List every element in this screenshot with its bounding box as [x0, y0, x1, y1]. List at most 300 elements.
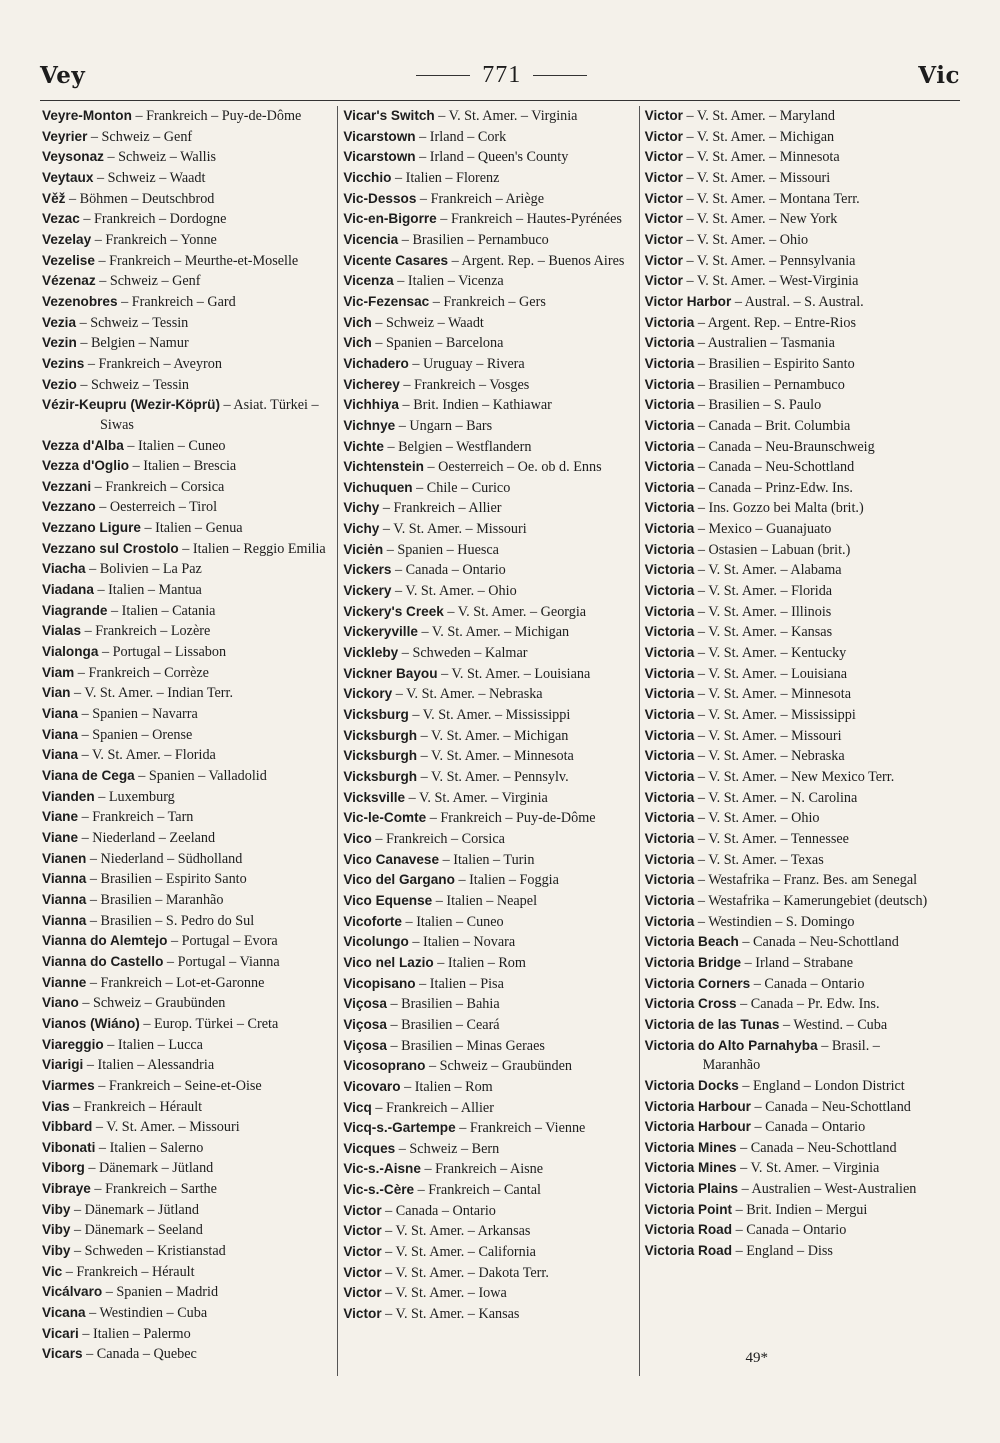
entry-place-name: Victoria: [644, 645, 695, 661]
gazetteer-entry: [42, 292, 333, 313]
gazetteer-entry: [645, 1076, 936, 1097]
entry-location: – Schweiz – Graubünden: [425, 1058, 572, 1075]
header-right-guide-word: Vic: [918, 61, 960, 89]
entry-location: – V. St. Amer. – Illinois: [694, 603, 832, 620]
entry-place-name: Victoria: [644, 665, 695, 681]
gazetteer-entry: [343, 1180, 634, 1201]
gazetteer-entry: [645, 767, 936, 788]
gazetteer-entry: [645, 1241, 936, 1262]
entry-place-name: Victor: [343, 1202, 382, 1218]
entry-place-name: Viana: [42, 726, 79, 742]
gazetteer-entry: [645, 560, 936, 581]
entry-place-name: Vicoforte: [343, 913, 402, 929]
entry-location: – Westind. – Cuba: [779, 1016, 888, 1033]
entry-place-name: Vianne: [42, 974, 87, 990]
entry-location: – Frankreich – Seine-et-Oise: [94, 1077, 262, 1094]
gazetteer-entry: [645, 437, 936, 458]
gazetteer-entry: [343, 498, 634, 519]
entry-location: – Bolivien – La Paz: [85, 561, 202, 578]
entry-location: – Frankreich – Allier: [379, 500, 502, 517]
entry-location: – Australien – Tasmania: [694, 335, 835, 352]
entry-place-name: Vibbard: [42, 1119, 93, 1135]
entry-place-name: Viby: [42, 1201, 71, 1217]
entry-location: – Uruguay – Rivera: [408, 355, 525, 372]
gazetteer-entry: [343, 870, 634, 891]
entry-place-name: Vialas: [42, 623, 82, 639]
gazetteer-entry: [343, 519, 634, 540]
entry-location: – Ostasien – Labuan (brit.): [694, 541, 851, 558]
entry-place-name: Victoria: [644, 624, 695, 640]
gazetteer-entry: [645, 891, 936, 912]
gazetteer-entry: [645, 1097, 936, 1118]
gazetteer-entry: [645, 1036, 936, 1076]
gazetteer-entry: [42, 869, 333, 890]
entry-location: – Schweden – Kalmar: [398, 645, 528, 662]
entry-place-name: Victor: [644, 231, 683, 247]
entry-place-name: Victoria: [644, 707, 695, 723]
sheet-signature: 49*: [745, 1350, 768, 1366]
gazetteer-entry: [645, 540, 936, 561]
entry-location: – Spanien – Navarra: [78, 706, 198, 723]
entry-place-name: Vichadero: [343, 355, 409, 371]
gazetteer-entry: [645, 1158, 936, 1179]
gazetteer-entry: [42, 1324, 333, 1345]
entry-location: – V. St. Amer. – Missouri: [694, 727, 842, 744]
gazetteer-entry: [42, 704, 333, 725]
entry-location: – Belgien – Namur: [76, 335, 189, 352]
entry-place-name: Victoria: [644, 459, 695, 475]
entry-place-name: Victor: [343, 1306, 382, 1322]
entry-location: – Schweiz – Waadt: [93, 169, 206, 186]
entry-location: – Frankreich – Tarn: [78, 809, 194, 826]
gazetteer-entry: [645, 498, 936, 519]
entry-place-name: Vezelise: [42, 252, 95, 268]
gazetteer-entry: [343, 1159, 634, 1180]
entry-place-name: Vianen: [42, 850, 87, 866]
entry-location: – Ungarn – Bars: [395, 417, 493, 434]
entry-place-name: Vich: [343, 335, 372, 351]
gazetteer-entry: [645, 912, 936, 933]
gazetteer-entry: [42, 1158, 333, 1179]
entry-location: – Portugal – Lissabon: [98, 644, 227, 661]
gazetteer-entry: [42, 787, 333, 808]
gazetteer-entry: [343, 746, 634, 767]
entry-place-name: Viby: [42, 1222, 71, 1238]
gazetteer-entry: [343, 912, 634, 933]
gazetteer-entry: [343, 808, 634, 829]
entry-location: – Canada – Prinz-Edw. Ins.: [694, 479, 853, 496]
entry-place-name: Viciėn: [343, 541, 384, 557]
entry-place-name: Viçosa: [343, 996, 387, 1012]
entry-location: – Dänemark – Jütland: [84, 1160, 214, 1177]
entry-place-name: Victor: [644, 108, 683, 123]
entry-location: – Canada – Neu-Schottland: [750, 1098, 911, 1115]
entry-location: – Schweiz – Wallis: [103, 149, 217, 166]
entry-location: – V. St. Amer. – New Mexico Terr.: [694, 769, 895, 785]
gazetteer-entry: [42, 993, 333, 1014]
entry-location: – V. St. Amer. – Mississippi: [694, 707, 856, 724]
gazetteer-entry: [645, 726, 936, 747]
gazetteer-entry: [645, 829, 936, 850]
entry-place-name: Věž: [42, 190, 66, 206]
page-number-group: [416, 62, 587, 89]
page-number: 771: [482, 61, 522, 88]
entry-place-name: Victoria: [644, 748, 695, 764]
entry-location: – Argent. Rep. – Buenos Aires: [448, 252, 625, 269]
gazetteer-entry: [42, 1097, 333, 1118]
entry-location: – Frankreich – Vienne: [455, 1120, 586, 1137]
entry-place-name: Vezzani: [42, 478, 92, 494]
gazetteer-entry: [645, 1200, 936, 1221]
entry-location: – V. St. Amer. – New York: [682, 211, 838, 228]
gazetteer-entry: [42, 1241, 333, 1262]
entry-place-name: Victoria Road: [644, 1243, 733, 1259]
gazetteer-entry: [343, 726, 634, 747]
entry-location: – V. St. Amer. – Michigan: [417, 624, 570, 641]
entry-location: – Brasilien – Ceará: [386, 1016, 500, 1033]
entry-location: – Spanien – Huesca: [383, 541, 499, 558]
entry-place-name: Vezin: [42, 335, 77, 351]
entry-location: – Brasilien – Espirito Santo: [694, 355, 855, 372]
entry-location: – V. St. Amer. – Tennessee: [694, 830, 849, 847]
entry-place-name: Victoria: [644, 562, 695, 578]
entry-location: – Frankreich – Sarthe: [90, 1181, 217, 1198]
gazetteer-entry: [42, 375, 333, 396]
entry-place-name: Vezelay: [42, 231, 92, 247]
entry-place-name: Vicolungo: [343, 934, 409, 950]
gazetteer-entry: [343, 189, 634, 210]
entry-place-name: Vicovaro: [343, 1078, 401, 1094]
entry-location: – Schweiz – Tessin: [76, 314, 189, 331]
entry-place-name: Vicherey: [343, 376, 400, 392]
entry-place-name: Victoria: [644, 314, 695, 330]
gazetteer-entry: [645, 850, 936, 871]
entry-place-name: Victoria Bridge: [644, 954, 742, 970]
gazetteer-entry: [645, 271, 936, 292]
gazetteer-entry: [645, 519, 936, 540]
entry-location: – Irland – Cork: [415, 128, 507, 145]
entry-place-name: Victoria: [644, 479, 695, 495]
gazetteer-entry: [42, 313, 333, 334]
entry-place-name: Victoria: [644, 810, 695, 826]
entry-location: – Canada – Ontario: [391, 562, 506, 579]
entry-location: – Frankreich – Ariège: [416, 190, 545, 207]
entry-location: – Belgien – Westflandern: [383, 438, 532, 455]
entry-location: – V. St. Amer. – Dakota Terr.: [381, 1264, 549, 1281]
entry-place-name: Vezins: [42, 355, 85, 371]
gazetteer-entry: [343, 1242, 634, 1263]
entry-place-name: Vickeryville: [343, 624, 418, 640]
entry-location: – Brasil. – Maranhão: [702, 1037, 880, 1074]
header-left-guide-word: Vey: [40, 61, 86, 89]
entry-place-name: Viano: [42, 995, 79, 1011]
gazetteer-entry: [645, 478, 936, 499]
gazetteer-entry: [343, 437, 634, 458]
entry-place-name: Vianna: [42, 912, 87, 928]
entry-location: – Dänemark – Seeland: [70, 1222, 203, 1239]
entry-location: – Westafrika – Franz. Bes. am Senegal: [694, 872, 918, 889]
gazetteer-entry: [42, 477, 333, 498]
gazetteer-entry: [343, 209, 634, 230]
entry-location: – Italien – Vicenza: [393, 273, 504, 290]
entry-place-name: Viana: [42, 747, 79, 763]
entry-location: – Brit. Indien – Mergui: [732, 1201, 868, 1218]
gazetteer-entry: [42, 230, 333, 251]
entry-place-name: Vezzano Ligure: [42, 520, 141, 536]
entry-location: – Frankreich – Allier: [371, 1099, 494, 1116]
entry-place-name: Victoria Harbour: [644, 1098, 751, 1114]
gazetteer-entry: [42, 766, 333, 787]
entry-location: – Frankreich – Corsica: [371, 830, 505, 847]
entry-place-name: Viagrande: [42, 602, 108, 618]
entry-place-name: Vic-le-Comte: [343, 810, 427, 826]
entry-place-name: Vic-s.-Cère: [343, 1182, 415, 1198]
entry-place-name: Victoria Mines: [644, 1160, 737, 1176]
entry-location: – Canada – Pr. Edw. Ins.: [736, 996, 880, 1013]
entry-place-name: Vico del Gargano: [343, 872, 455, 888]
entry-location: – V. St. Amer. – Texas: [694, 851, 824, 868]
gazetteer-entry: [343, 994, 634, 1015]
gazetteer-entry: [645, 147, 936, 168]
entry-place-name: Vézir-Keupru (Wezir-Köprü): [42, 397, 220, 413]
entry-location: – Italien – Florenz: [391, 169, 500, 186]
entry-location: – Brasilien – S. Pedro do Sul: [86, 912, 255, 929]
gazetteer-entry: [645, 106, 936, 127]
entry-location: – V. St. Amer. – Michigan: [417, 727, 569, 744]
entry-location: – Frankreich – Cantal: [414, 1182, 541, 1199]
gazetteer-entry: [343, 333, 634, 354]
gazetteer-entry: [343, 313, 634, 334]
entry-location: – Italien – Novara: [408, 934, 516, 951]
entry-place-name: Vickory: [343, 686, 393, 702]
entry-location: – V. St. Amer. – Nebraska: [392, 686, 543, 703]
entry-location: – V. St. Amer. – N. Carolina: [694, 789, 858, 806]
entry-place-name: Vichy: [343, 521, 380, 537]
gazetteer-entry: [645, 974, 936, 995]
entry-place-name: Vianna do Castello: [42, 953, 164, 969]
entry-location: – Australien – West-Australien: [738, 1181, 917, 1198]
entry-place-name: Vicente Casares: [343, 252, 449, 268]
gazetteer-entry: [645, 313, 936, 334]
gazetteer-entry: [645, 395, 936, 416]
gazetteer-entry: [343, 788, 634, 809]
entry-place-name: Victoria: [644, 583, 695, 599]
entry-location: – Canada – Neu-Schottland: [738, 934, 899, 951]
entry-place-name: Vic-Fezensac: [343, 293, 430, 309]
entry-place-name: Vico Canavese: [343, 851, 440, 867]
gazetteer-entry: [343, 1263, 634, 1284]
gazetteer-entry: [42, 580, 333, 601]
entry-place-name: Victoria: [644, 872, 695, 888]
entry-location: – Argent. Rep. – Entre-Rios: [694, 314, 856, 331]
entry-location: – V. St. Amer. – Minnesota: [694, 686, 852, 703]
entry-place-name: Victoria Point: [644, 1201, 733, 1217]
entry-place-name: Vichy: [343, 500, 380, 516]
entry-location: – Frankreich – Gard: [117, 293, 236, 310]
entry-location: – Brasilien – S. Paulo: [694, 397, 822, 414]
entry-location: – Europ. Türkei – Creta: [139, 1015, 279, 1032]
entry-place-name: Vianden: [42, 788, 95, 804]
entry-place-name: Vezza d'Alba: [42, 437, 124, 453]
entry-location: – Schweden – Kristianstad: [70, 1243, 226, 1260]
entry-place-name: Vicques: [343, 1140, 396, 1156]
entry-place-name: Vicq: [343, 1099, 372, 1115]
gazetteer-entry: [645, 994, 936, 1015]
entry-place-name: Victoria: [644, 913, 695, 929]
entry-place-name: Vickery: [343, 583, 392, 599]
entry-place-name: Victoria: [644, 376, 695, 392]
entry-location: – Brasilien – Bahia: [386, 996, 500, 1013]
gazetteer-entry: [42, 1055, 333, 1076]
entry-location: – Frankreich – Gers: [429, 293, 546, 310]
header-dash-left: [416, 75, 470, 76]
gazetteer-entry: [343, 684, 634, 705]
entry-location: – Spanien – Orense: [78, 726, 193, 743]
gazetteer-entry: [343, 1283, 634, 1304]
entry-place-name: Vézenaz: [42, 273, 96, 289]
entry-place-name: Vezac: [42, 211, 80, 227]
entry-place-name: Victoria Docks: [644, 1077, 739, 1093]
entry-place-name: Victor: [343, 1223, 382, 1239]
entry-place-name: Vickner Bayou: [343, 665, 438, 681]
entry-place-name: Victoria Plains: [644, 1181, 739, 1197]
entry-location: – Canada – Quebec: [82, 1346, 197, 1363]
entry-place-name: Vezia: [42, 314, 77, 330]
entry-place-name: Vicopisano: [343, 975, 416, 991]
entry-place-name: Victor: [644, 252, 683, 268]
entry-location: – V. St. Amer. – Florida: [78, 747, 216, 764]
entry-location: – Canada – Neu-Schottland: [736, 1139, 897, 1156]
entry-location: – England – London District: [738, 1077, 905, 1094]
entry-place-name: Victoria: [644, 397, 695, 413]
entry-location: – England – Diss: [732, 1243, 833, 1260]
gazetteer-entry: [343, 1201, 634, 1222]
gazetteer-entry: [42, 807, 333, 828]
gazetteer-entry: [343, 292, 634, 313]
entry-location: – Spanien – Barcelona: [371, 335, 504, 352]
gazetteer-entry: [343, 932, 634, 953]
entry-place-name: Victoria Harbour: [644, 1119, 751, 1135]
gazetteer-entry: [343, 664, 634, 685]
gazetteer-entry: [343, 1098, 634, 1119]
entry-location: – Frankreich – Corrèze: [74, 664, 209, 681]
entry-place-name: Vicarstown: [343, 149, 416, 165]
entry-place-name: Vezenobres: [42, 293, 118, 309]
gazetteer-entry: [645, 664, 936, 685]
entry-place-name: Vicosoprano: [343, 1058, 426, 1074]
entry-place-name: Victor: [644, 211, 683, 227]
entry-location: – Irland – Strabane: [741, 954, 853, 971]
entry-place-name: Victor: [343, 1264, 382, 1280]
running-header: [40, 58, 960, 92]
entry-place-name: Viçosa: [343, 1016, 387, 1032]
entry-place-name: Vicksburg: [343, 707, 409, 723]
entry-location: – Italien – Rom: [400, 1078, 493, 1095]
gazetteer-entry: [42, 1282, 333, 1303]
entry-place-name: Vic: [42, 1263, 63, 1279]
entry-location: – Brasilien – Pernambuco: [694, 376, 845, 393]
gazetteer-entry: [42, 251, 333, 272]
entry-place-name: Veyrier: [42, 128, 88, 144]
gazetteer-entry: [42, 354, 333, 375]
entry-place-name: Victoria do Alto Parnahyba: [644, 1037, 818, 1053]
gazetteer-entry: [343, 127, 634, 148]
entry-place-name: Vicarstown: [343, 128, 416, 144]
entry-place-name: Vich: [343, 314, 372, 330]
entry-place-name: Vickers: [343, 562, 392, 578]
entry-place-name: Viarmes: [42, 1077, 95, 1093]
entry-place-name: Victoria: [644, 603, 695, 619]
entry-place-name: Victoria: [644, 769, 695, 784]
entry-place-name: Vichhiya: [343, 397, 399, 413]
entry-location: – V. St. Amer. – Virginia: [434, 108, 578, 124]
gazetteer-entry: [42, 931, 333, 952]
entry-location: – Italien – Lucca: [103, 1036, 203, 1053]
entry-place-name: Vialonga: [42, 644, 99, 660]
entry-location: – V. St. Amer. – Louisiana: [694, 665, 848, 682]
entry-place-name: Victoria Cross: [644, 996, 737, 1012]
gazetteer-entry: [343, 1118, 634, 1139]
entry-place-name: Vico nel Lazio: [343, 954, 434, 970]
entry-location: – Schweiz – Genf: [95, 273, 201, 290]
gazetteer-entry: [343, 1056, 634, 1077]
gazetteer-entry: [343, 1139, 634, 1160]
entry-location: – Frankreich – Hautes-Pyrénées: [436, 211, 622, 228]
entry-location: – V. St. Amer. – Missouri: [682, 169, 831, 186]
entry-place-name: Vezzano sul Crostolo: [42, 540, 179, 556]
entry-location: – V. St. Amer. – Kansas: [381, 1306, 520, 1323]
entry-location: – Brit. Indien – Kathiawar: [399, 397, 552, 414]
entry-place-name: Viane: [42, 809, 79, 825]
gazetteer-entry: [645, 602, 936, 623]
entry-place-name: Victoria de las Tunas: [644, 1016, 780, 1032]
gazetteer-entry: [645, 1117, 936, 1138]
gazetteer-entry: [645, 870, 936, 891]
gazetteer-entry: [645, 416, 936, 437]
entry-location: – Oesterreich – Tirol: [95, 499, 218, 516]
gazetteer-entry: [343, 375, 634, 396]
entry-location: – Brasilien – Minas Geraes: [386, 1037, 545, 1054]
gazetteer-entry: [343, 147, 634, 168]
entry-location: – V. St. Amer. – Louisiana: [437, 665, 591, 682]
gazetteer-entry: [645, 354, 936, 375]
entry-location: – Frankreich – Aisne: [420, 1161, 544, 1178]
gazetteer-entry: [343, 1221, 634, 1242]
gazetteer-entry: [42, 1220, 333, 1241]
entry-location: – V. St. Amer. – Pennsylv.: [417, 769, 569, 785]
gazetteer-entry: [42, 1179, 333, 1200]
gazetteer-entry: [42, 271, 333, 292]
gazetteer-entry: [645, 251, 936, 272]
entry-location: – Italien – Brescia: [129, 458, 237, 475]
entry-location: – V. St. Amer. – Alabama: [694, 562, 842, 579]
entry-place-name: Victoria: [644, 335, 695, 351]
entry-location: – Italien – Palermo: [78, 1325, 191, 1342]
gazetteer-entry: [645, 230, 936, 251]
entry-place-name: Victoria: [644, 541, 695, 557]
entry-place-name: Vico: [343, 830, 372, 846]
gazetteer-entry: [343, 354, 634, 375]
gazetteer-entry: [343, 643, 634, 664]
entry-place-name: Victor: [644, 190, 683, 206]
entry-place-name: Viareggio: [42, 1036, 104, 1052]
entry-place-name: Vicksburgh: [343, 727, 418, 743]
entry-location: – Frankreich – Hérault: [69, 1098, 203, 1115]
entry-location: – Frankreich – Puy-de-Dôme: [426, 810, 596, 827]
entry-location: – Mexico – Guanajuato: [694, 521, 832, 538]
gazetteer-entry: [42, 333, 333, 354]
entry-place-name: Vibonati: [42, 1139, 96, 1155]
